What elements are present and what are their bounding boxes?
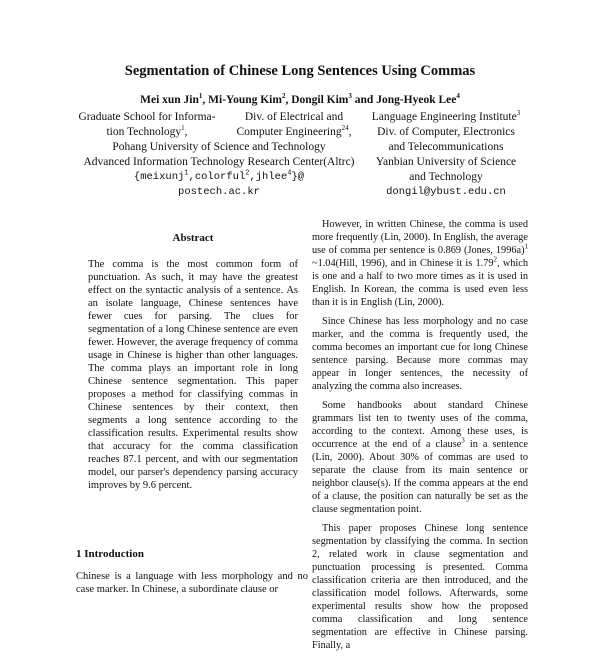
author-name: Dongil Kim xyxy=(291,94,349,106)
affiliation-line: Yanbian University of Science xyxy=(375,156,517,168)
affiliation-left xyxy=(72,110,222,140)
paragraph-text: in a sentence (Lin, 2000). About 30% of commas are used to separate the clause from its main sentence or neighbor clause(s). If the comma appears at the end of a clause, the position can naturally be set as the clause segmentation point. xyxy=(312,439,528,515)
footnote-mark: 3 xyxy=(461,436,465,445)
author-mark: 3 xyxy=(348,92,352,101)
author-name: Mi-Young Kim xyxy=(208,94,282,106)
email-line: dongil@ybust.edu.cn xyxy=(386,186,506,198)
affiliation-text: Computer Engineering xyxy=(236,126,342,138)
email-domain: postech.ac.kr xyxy=(178,186,260,198)
affiliation-line: and Telecommunications xyxy=(388,141,504,153)
affiliation-mark: 3 xyxy=(516,109,521,118)
affiliation-line: Div. of Electrical and xyxy=(244,111,344,123)
author-separator: , xyxy=(202,94,209,106)
affiliation-right xyxy=(362,110,530,200)
affiliation-text: , xyxy=(348,126,352,138)
author-mark: 2 xyxy=(281,92,286,101)
paragraph xyxy=(312,218,528,309)
section-heading: 1 Introduction xyxy=(76,548,144,560)
affiliation-line: Advanced Information Technology Research Center(Altrc) xyxy=(83,156,355,168)
email-mark: 2 xyxy=(245,169,250,178)
author-separator: , xyxy=(285,94,292,106)
abstract-body: The comma is the most common form of punctuation. As such, it may have the greatest effect on the syntactic analysis of a sentence. As an isolate language, Chinese sentences have fewer cues for parsing. The clues for segmentation of a long Chinese sentence are even fewer. However, the average frequency of comma usage in Chinese is higher than other languages. The comma plays an important role in long Chinese sentence segmentation. This paper proposes a method for classifying commas in Chinese sentences by their context, then segments a long sentence according to the classification results. Experimental results show that accuracy for the comma classification reaches 87.1 percent, and with our segmentation model, our parser's dependency parsing accuracy improves by 9.6 percent. xyxy=(88,259,298,491)
author-mark: 4 xyxy=(456,92,460,101)
paragraph xyxy=(312,399,528,516)
author-separator: and xyxy=(351,94,377,106)
paragraph: Since Chinese has less morphology and no case marker, and the comma is frequently used, the comma becomes an important cue for long Chinese sentence parsing. Because more commas may appear in longer sentences, the necessity of analyzing the comma also increases. xyxy=(312,316,528,392)
affiliation-line: Pohang University of Science and Technology xyxy=(112,141,326,153)
abstract-heading: Abstract xyxy=(172,232,214,244)
paper-title: Segmentation of Chinese Long Sentences Using Commas xyxy=(124,63,476,79)
affiliation-line xyxy=(224,125,364,140)
affiliation-middle xyxy=(224,110,364,140)
author-list xyxy=(0,94,600,106)
author-mark: 1 xyxy=(198,92,203,101)
footnote-mark: 2 xyxy=(493,255,498,264)
affiliation-text: Language Engineering Institute xyxy=(371,111,517,123)
affiliation-shared xyxy=(62,140,376,200)
author-name: Mei xun Jin xyxy=(140,94,199,106)
footnote-mark: 1 xyxy=(524,242,528,251)
affiliation-text: , xyxy=(184,126,188,138)
affiliation-line: Div. of Computer, Electronics xyxy=(377,126,515,138)
email-line xyxy=(62,170,376,185)
author-name: Jong-Hyeok Lee xyxy=(376,94,457,106)
paragraph: This paper proposes Chinese long sentence segmentation by classifying the comma. In section 2, related work in clause segmentation and punctuation processing is presented. Comma classification criteria are then introduced, and the classification model follows. Afterwards, some experimental results show how the proposed comma classification and long sentence segmentation are effective in Chinese parsing. Finally, a xyxy=(312,523,528,651)
affiliation-line: and Technology xyxy=(409,171,483,183)
email-text: {meixunj xyxy=(133,171,185,183)
email-text: }@ xyxy=(291,171,305,183)
email-mark: 1 xyxy=(184,169,189,178)
affiliation-mark: 24 xyxy=(341,124,349,133)
intro-body: Chinese is a language with less morphology and no case marker. In Chinese, a subordinate clause or xyxy=(76,571,308,595)
email-text: ,colorful xyxy=(188,171,246,183)
email-text: ,jhlee xyxy=(249,171,288,183)
email-mark: 4 xyxy=(287,169,292,178)
affiliation-mark: 1 xyxy=(181,124,185,133)
right-column xyxy=(312,218,528,658)
affiliation-text: tion Technology xyxy=(106,126,182,138)
affiliation-line xyxy=(72,125,222,140)
affiliation-line: Graduate School for Informa- xyxy=(78,111,216,123)
paragraph-text: However, in written Chinese, the comma is used more frequently (Lin, 2000). In English, the average use of comma per sentence is 0.869 (Jones, 1996a) xyxy=(312,219,528,256)
affiliation-line xyxy=(362,110,530,125)
paragraph-text: , which is one and a half to two more times as it is used in English. In Korean, the comma is used even less than it is in English (Lin, 2000). xyxy=(312,258,529,308)
paragraph-text: Some handbooks about standard Chinese grammars list ten to twenty uses of the comma, according to the context. Among these uses, is occurrence at the end of a clause xyxy=(312,400,528,450)
paragraph-text: ~1.04(Hill, 1996), and in Chinese it is 1.79 xyxy=(312,258,494,269)
